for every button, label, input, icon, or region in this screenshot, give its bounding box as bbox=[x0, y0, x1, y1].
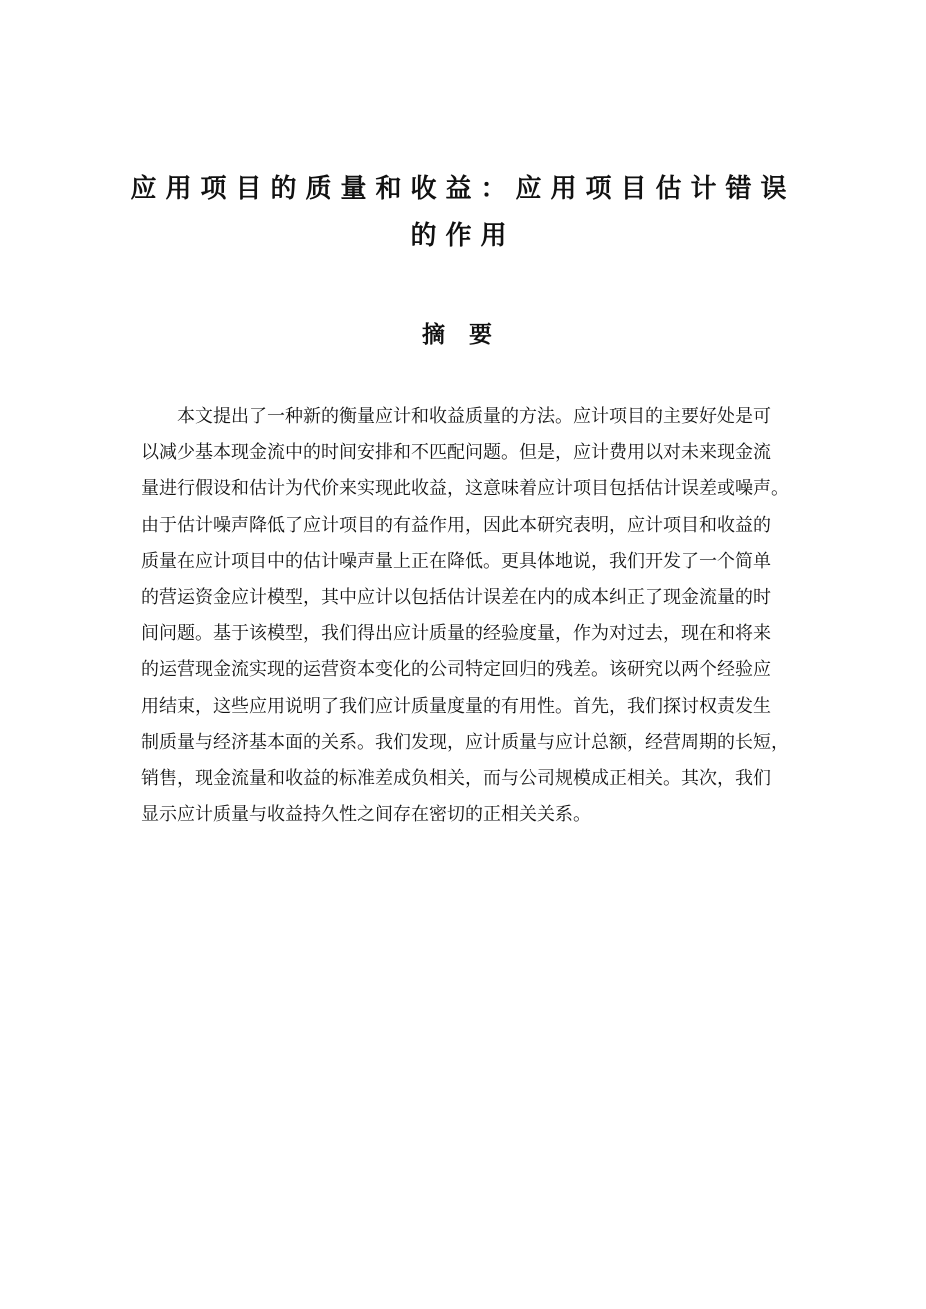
abstract-line: 显示应计质量与收益持久性之间存在密切的正相关关系。 bbox=[141, 804, 591, 826]
abstract-line: 由于估计噪声降低了应计项目的有益作用，因此本研究表明，应计项目和收益的 bbox=[141, 514, 771, 536]
abstract-line: 销售，现金流量和收益的标准差成负相关，而与公司规模成正相关。其次，我们 bbox=[141, 767, 771, 789]
document-title-line-1: 应用项目的质量和收益：应用项目估计错误 bbox=[130, 174, 796, 204]
abstract-line: 以减少基本现金流中的时间安排和不匹配问题。但是，应计费用以对未来现金流 bbox=[141, 442, 771, 464]
abstract-line: 量进行假设和估计为代价来实现此收益，这意味着应计项目包括估计误差或噪声。 bbox=[141, 478, 789, 500]
abstract-heading: 摘要 bbox=[422, 322, 516, 348]
document-title-line-2: 的作用 bbox=[410, 221, 516, 251]
abstract-body bbox=[141, 399, 791, 833]
abstract-line: 的运营现金流实现的运营资本变化的公司特定回归的残差。该研究以两个经验应 bbox=[141, 659, 771, 681]
abstract-line: 的营运资金应计模型，其中应计以包括估计误差在内的成本纠正了现金流量的时 bbox=[141, 586, 771, 608]
abstract-line: 制质量与经济基本面的关系。我们发现，应计质量与应计总额，经营周期的长短， bbox=[141, 731, 789, 753]
abstract-line: 间问题。基于该模型，我们得出应计质量的经验度量，作为对过去，现在和将来 bbox=[141, 623, 771, 645]
abstract-line: 质量在应计项目中的估计噪声量上正在降低。更具体地说，我们开发了一个简单 bbox=[141, 550, 771, 572]
abstract-line: 本文提出了一种新的衡量应计和收益质量的方法。应计项目的主要好处是可 bbox=[177, 406, 771, 427]
abstract-line: 用结束，这些应用说明了我们应计质量度量的有用性。首先，我们探讨权责发生 bbox=[141, 695, 771, 717]
